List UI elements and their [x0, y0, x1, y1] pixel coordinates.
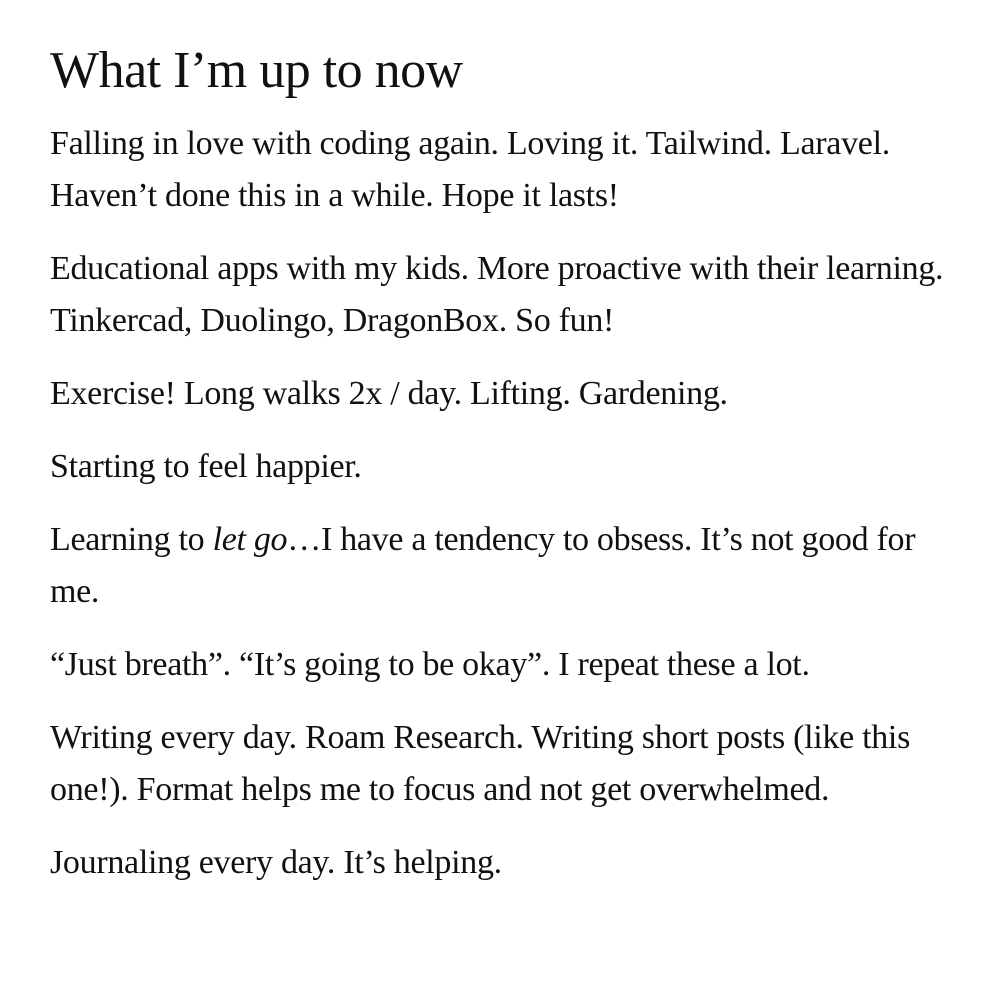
let-go-text-after: …I have a tendency to obsess. It’s not good for me.	[50, 521, 916, 610]
page-title: What I’m up to now	[50, 42, 463, 99]
let-go-emphasis: let go	[212, 521, 288, 558]
paragraph-coding: Falling in love with coding again. Loving it. Tailwind. Laravel. Haven’t done this in a while. Hope it lasts!	[50, 125, 890, 214]
paragraph-let-go	[50, 514, 970, 618]
article	[50, 38, 970, 910]
let-go-text-before: Learning to	[50, 521, 213, 558]
paragraph-educational-apps: Educational apps with my kids. More proactive with their learning. Tinkercad, Duolingo, DragonBox. So fun!	[50, 250, 944, 339]
paragraph-happier: Starting to feel happier.	[50, 448, 362, 485]
paragraph-journaling: Journaling every day. It’s helping.	[50, 844, 502, 881]
paragraph-exercise: Exercise! Long walks 2x / day. Lifting. Gardening.	[50, 375, 728, 412]
paragraph-writing: Writing every day. Roam Research. Writing short posts (like this one!). Format helps me to focus and not get overwhelmed.	[50, 719, 911, 808]
paragraph-mantras: “Just breath”. “It’s going to be okay”. I repeat these a lot.	[50, 646, 810, 683]
